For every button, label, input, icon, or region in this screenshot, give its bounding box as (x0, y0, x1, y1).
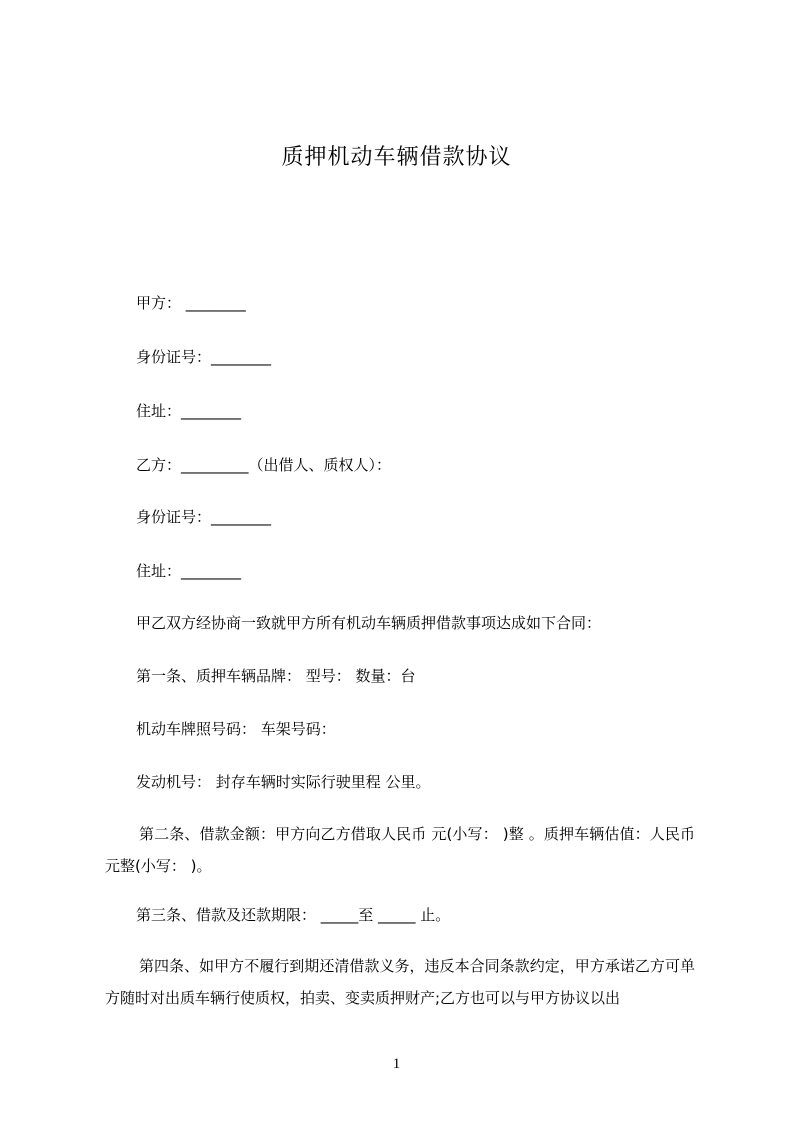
article-1-line: 第一条、质押车辆品牌： 型号： 数量：台 (136, 667, 416, 685)
engine-number-line: 发动机号： 封存车辆时实际行驶里程 公里。 (136, 773, 431, 791)
party-a-line: 甲方： ________ (136, 294, 246, 312)
party-b-id-line: 身份证号：________ (136, 508, 272, 526)
article-4-paragraph: 第四条、如甲方不履行到期还清借款义务，违反本合同条款约定，甲方承诺乙方可单方随时对出质车辆行使质权，拍卖、变卖质押财产;乙方也可以与甲方协议以出 (105, 957, 695, 1007)
article-3-line: 第三条、借款及还款期限： _____至 _____ 止。 (136, 906, 451, 924)
document-title: 质押机动车辆借款协议 (281, 145, 512, 170)
plate-number-line: 机动车牌照号码： 车架号码： (136, 720, 336, 738)
party-a-address-line: 住址：________ (136, 402, 242, 420)
party-a-id-line: 身份证号：________ (136, 348, 272, 366)
party-b-line: 乙方：_________（出借人、质权人）： (136, 456, 392, 474)
page-number: 1 (392, 1056, 401, 1072)
party-b-address-line: 住址：________ (136, 562, 242, 580)
intro-line: 甲乙双方经协商一致就甲方所有机动车辆质押借款事项达成如下合同： (136, 614, 602, 632)
article-2-paragraph: 第二条、借款金额：甲方向乙方借取人民币 元(小写： )整 。质押车辆估值：人民币 元整(小写： )。 (105, 825, 695, 875)
